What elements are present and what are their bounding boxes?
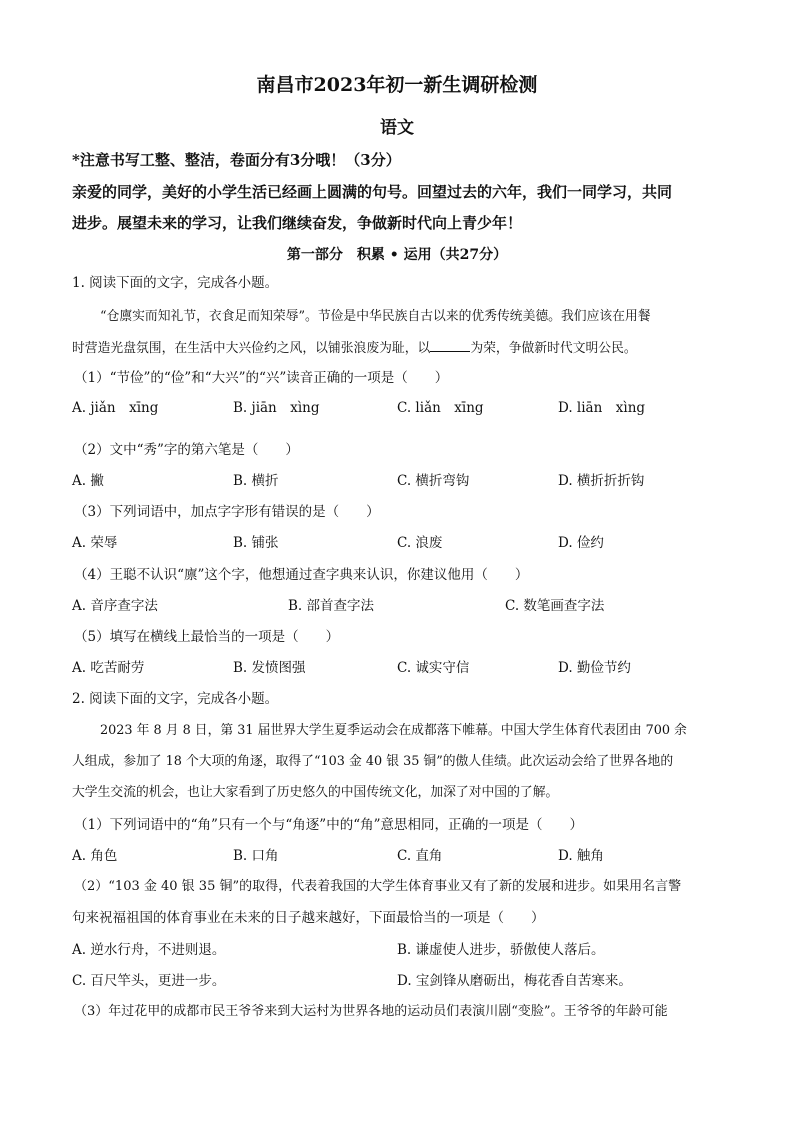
q1-passage-line-1: “仓廪实而知礼节，衣食足而知荣辱”。节俭是中华民族自古以来的优秀传统美德。我们应该在用餐 — [100, 309, 651, 324]
q1-sub1-option-b[interactable]: B. jiān xìng — [233, 400, 320, 416]
q2-passage-line-1: 2023 年 8 月 8 日，第 31 届世界大学生夏季运动会在成都落下帷幕。中国大学生体育代表团由 700 余 — [100, 723, 687, 738]
q2-sub2-stem-line-2: 句来祝福祖国的体育事业在未来的日子越来越好，下面最恰当的一项是（ ） — [72, 910, 545, 926]
q1-sub4-option-b[interactable]: B. 部首查字法 — [288, 598, 375, 614]
q1-passage-line-2 — [72, 337, 637, 359]
q1-passage-line-2a: 时营造光盘氛围，在生活中大兴俭约之风，以铺张浪废为耻，以 — [72, 341, 431, 356]
notice-line-3: 进步。展望未来的学习，让我们继续奋发，争做新时代向上青少年！ — [72, 214, 523, 232]
exam-title: 南昌市2023年初一新生调研检测 — [256, 74, 538, 96]
notice-line-2: 亲爱的同学，美好的小学生活已经画上圆满的句号。回望过去的六年，我们一同学习，共同 — [72, 183, 673, 201]
q1-sub1-option-a[interactable]: A. jiǎn xīng — [72, 400, 159, 416]
q2-sub1-option-a[interactable]: A. 角色 — [72, 848, 118, 864]
q1-passage-line-2b: 为荣，争做新时代文明公民。 — [470, 341, 637, 356]
q1-sub5-option-b[interactable]: B. 发愤图强 — [233, 660, 306, 676]
q1-sub2-option-a[interactable]: A. 撇 — [72, 473, 104, 489]
q1-sub1-option-d[interactable]: D. liān xìng — [558, 400, 646, 416]
q1-sub4-option-c[interactable]: C. 数笔画查字法 — [505, 598, 605, 614]
q1-sub5-option-a[interactable]: A. 吃苦耐劳 — [72, 660, 145, 676]
q2-sub2-option-d[interactable]: D. 宝剑锋从磨砺出，梅花香自苦寒来。 — [397, 973, 632, 989]
q2-sub3-stem-line-1: （3）年过花甲的成都市民王爷爷来到大运村为世界各地的运动员们表演川剧“变脸”。王爷爷的年龄可能 — [74, 1004, 668, 1019]
q2-sub2-option-b[interactable]: B. 谦虚使人进步，骄傲使人落后。 — [397, 942, 605, 958]
q1-sub4-option-a[interactable]: A. 音序查字法 — [72, 598, 158, 614]
q1-sub1-option-c[interactable]: C. liǎn xīng — [397, 400, 484, 416]
q2-passage-line-2: 人组成，参加了 18 个大项的角逐，取得了“103 金 40 银 35 铜”的傲人佳绩。此次运动会给了世界各地的 — [72, 754, 674, 769]
q1-sub4-stem: （4）王聪不认识“廪”这个字，他想通过查字典来认识，你建议他用（ ） — [74, 567, 529, 583]
q1-sub2-option-b[interactable]: B. 横折 — [233, 473, 279, 489]
q1-sub2-option-d[interactable]: D. 横折折折钩 — [558, 473, 645, 489]
section-heading: 第一部分 积累 • 运用（共27分） — [286, 247, 508, 263]
q1-sub5-option-d[interactable]: D. 勤俭节约 — [558, 660, 631, 676]
fill-in-blank — [430, 337, 470, 352]
exam-subject: 语文 — [380, 118, 414, 138]
q1-sub3-stem: （3）下列词语中，加点字字形有错误的是（ ） — [74, 504, 380, 520]
q2-sub1-option-d[interactable]: D. 触角 — [558, 848, 604, 864]
q1-sub1-stem: （1）“节俭”的“俭”和“大兴”的“兴”读音正确的一项是（ ） — [74, 370, 449, 386]
q1-sub2-option-c[interactable]: C. 横折弯钩 — [397, 473, 470, 489]
q1-sub3-option-c[interactable]: C. 浪废 — [397, 535, 443, 551]
notice-line-1: *注意书写工整、整洁，卷面分有3分哦！（3分） — [72, 151, 401, 169]
q2-sub1-stem: （1）下列词语中的“角”只有一个与“角逐”中的“角”意思相同，正确的一项是（ ） — [74, 817, 583, 833]
q1-stem: 1. 阅读下面的文字，完成各小题。 — [72, 275, 279, 291]
q2-sub2-stem-line-1: （2）“103 金 40 银 35 铜”的取得，代表着我国的大学生体育事业又有了新的发展和进步。如果用名言警 — [74, 879, 682, 894]
q2-sub2-option-a[interactable]: A. 逆水行舟，不进则退。 — [72, 942, 226, 958]
q2-sub2-option-c[interactable]: C. 百尺竿头，更进一步。 — [72, 973, 226, 989]
q1-sub5-stem: （5）填写在横线上最恰当的一项是（ ） — [74, 629, 340, 645]
q1-sub2-stem: （2）文中“秀”字的第六笔是（ ） — [74, 442, 299, 458]
q1-sub5-option-c[interactable]: C. 诚实守信 — [397, 660, 470, 676]
q2-sub1-option-b[interactable]: B. 口角 — [233, 848, 279, 864]
q1-sub3-option-d[interactable]: D. 俭约 — [558, 535, 604, 551]
q2-stem: 2. 阅读下面的文字，完成各小题。 — [72, 691, 279, 707]
q1-sub3-option-b[interactable]: B. 铺张 — [233, 535, 279, 551]
q2-passage-line-3: 大学生交流的机会，也让大家看到了历史悠久的中国传统文化，加深了对中国的了解。 — [72, 785, 559, 800]
q1-sub3-option-a[interactable]: A. 荣辱 — [72, 535, 118, 551]
q2-sub1-option-c[interactable]: C. 直角 — [397, 848, 443, 864]
